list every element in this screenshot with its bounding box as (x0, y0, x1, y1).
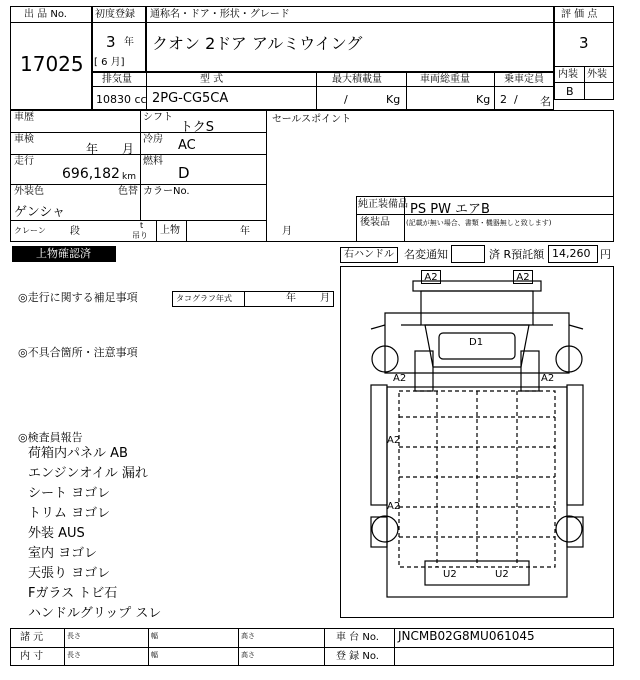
damage-mark: A2 (513, 270, 533, 284)
color: ゲンシャ (14, 205, 66, 220)
mileage-label: 走行 (14, 156, 34, 167)
first-registration-label: 初度登録 (95, 9, 135, 20)
max-load-value: / (344, 93, 348, 106)
crane-ton: t (140, 221, 144, 230)
tachograph-month: 月 (320, 293, 330, 304)
damage-mark: A2 (421, 270, 441, 284)
color-label: 外装色 (14, 186, 44, 197)
damage-mark: U2 (443, 569, 457, 580)
exterior-grade-label: 外装 (587, 69, 607, 80)
height-label-2: 高さ (241, 651, 255, 659)
vehicle-diagram (340, 266, 614, 618)
aftermarket-note: (記載が無い場合、書類・機器無しと致します) (406, 219, 552, 227)
first-registration-year: 3 (106, 33, 116, 51)
upper-month: 月 (282, 226, 292, 237)
displacement-label: 排気量 (102, 74, 132, 85)
crane-step: 段 (70, 226, 80, 237)
model-code: 2PG-CG5CA (152, 91, 229, 106)
inspector-note: シート ヨゴレ (28, 486, 111, 501)
damage-mark: A2 (387, 501, 401, 512)
model-name-label: 通称名・ドア・形状・グレード (150, 9, 290, 20)
length-label-2: 長さ (67, 651, 81, 659)
upper-confirmed-text: 上物確認済 (36, 247, 91, 260)
max-load-label: 最大積載量 (332, 74, 382, 85)
lot-number: 17025 (20, 52, 84, 76)
first-registration-year-unit: 年 (124, 37, 134, 48)
first-registration-month: [ 6 月] (94, 57, 125, 68)
tachograph-label: タコグラフ年式 (176, 294, 232, 303)
upper-year: 年 (240, 226, 250, 237)
capacity-separator: / (514, 93, 518, 106)
shift-label: シフト (143, 112, 173, 123)
interior-dimensions-label: 内 寸 (20, 651, 44, 662)
height-label: 高さ (241, 632, 255, 640)
equipment-label: 純正装備品 (358, 199, 408, 210)
sales-point-label: セールスポイント (272, 114, 352, 125)
history-label: 車歴 (14, 112, 34, 123)
inspector-note: トリム ヨゴレ (28, 506, 111, 521)
crane-lift: 吊り (132, 231, 148, 240)
truck-outline (341, 267, 613, 617)
inspector-note: エンジンオイル 漏れ (28, 466, 148, 481)
recycle-yen: 円 (600, 248, 611, 261)
crane-label: クレーン (14, 226, 46, 235)
gross-weight-label: 車両総重量 (420, 74, 470, 85)
model-name: クオン 2ドア アルミウイング (152, 34, 363, 53)
gross-weight-unit: Kg (476, 93, 491, 106)
interior-grade: B (566, 85, 574, 98)
score: 3 (579, 34, 589, 52)
fuel: D (178, 164, 190, 182)
tachograph-year: 年 (286, 293, 296, 304)
ac: AC (178, 138, 196, 153)
mileage: 696,182 (62, 166, 120, 182)
damage-mark: D1 (469, 337, 484, 348)
damage-mark: U2 (495, 569, 509, 580)
damage-mark: A2 (541, 373, 555, 384)
width-label: 幅 (151, 632, 158, 640)
interior-grade-label: 内装 (558, 69, 578, 80)
displacement: 10830 cc (96, 93, 147, 106)
recycle-label: 済 R預託額 (489, 248, 545, 261)
rhd-badge: 右ハンドル (340, 247, 398, 263)
running-notes-label: ◎走行に関する補足事項 (18, 291, 138, 304)
inspection-month: 月 (122, 142, 135, 156)
length-label: 長さ (67, 632, 81, 640)
inspector-note: 室内 ヨゴレ (28, 546, 98, 561)
equipment: PS PW エアB (410, 202, 490, 217)
inspector-notes (28, 444, 161, 624)
model-code-label: 型 式 (200, 74, 224, 85)
recycle-amount: 14,260 (552, 247, 591, 260)
inspector-note: 荷箱内パネル AB (28, 446, 128, 461)
chassis-label: 車 台 No. (336, 632, 379, 643)
inspector-report-label: ◎検査員報告 (18, 431, 83, 444)
inspector-note: 外装 AUS (28, 526, 85, 541)
inspector-note: ハンドルグリップ スレ (28, 606, 162, 621)
capacity-unit: 名 (540, 95, 551, 108)
max-load-unit: Kg (386, 93, 401, 106)
score-label: 評 価 点 (561, 9, 598, 20)
defects-label: ◎不具合箇所・注意事項 (18, 346, 138, 359)
damage-mark: A2 (387, 435, 401, 446)
color-code-label: カラーNo. (143, 186, 190, 197)
inspection-year: 年 (86, 142, 99, 156)
name-change-box (451, 245, 485, 263)
chassis-number: JNCMB02G8MU061045 (398, 629, 535, 643)
inspector-note: 天張り ヨゴレ (28, 566, 111, 581)
damage-mark: A2 (393, 373, 407, 384)
mileage-unit: km (122, 172, 136, 182)
color-change-label: 色替 (118, 186, 138, 197)
ac-label: 冷房 (143, 134, 163, 145)
name-change-label: 名変通知 (404, 248, 448, 261)
upper-label: 上物 (160, 225, 180, 236)
width-label-2: 幅 (151, 651, 158, 659)
registration-label: 登 録 No. (336, 651, 379, 662)
capacity-value: 2 (500, 93, 507, 106)
inspector-note: Fガラス トビ石 (28, 586, 118, 601)
shift: トクS (180, 120, 214, 135)
lot-number-label: 出 品 No. (24, 9, 67, 20)
dimensions-label: 諸 元 (20, 632, 44, 643)
inspection-label: 車検 (14, 134, 34, 145)
capacity-label: 乗車定員 (504, 74, 544, 85)
aftermarket-label: 後装品 (360, 217, 390, 228)
fuel-label: 燃料 (143, 156, 163, 167)
